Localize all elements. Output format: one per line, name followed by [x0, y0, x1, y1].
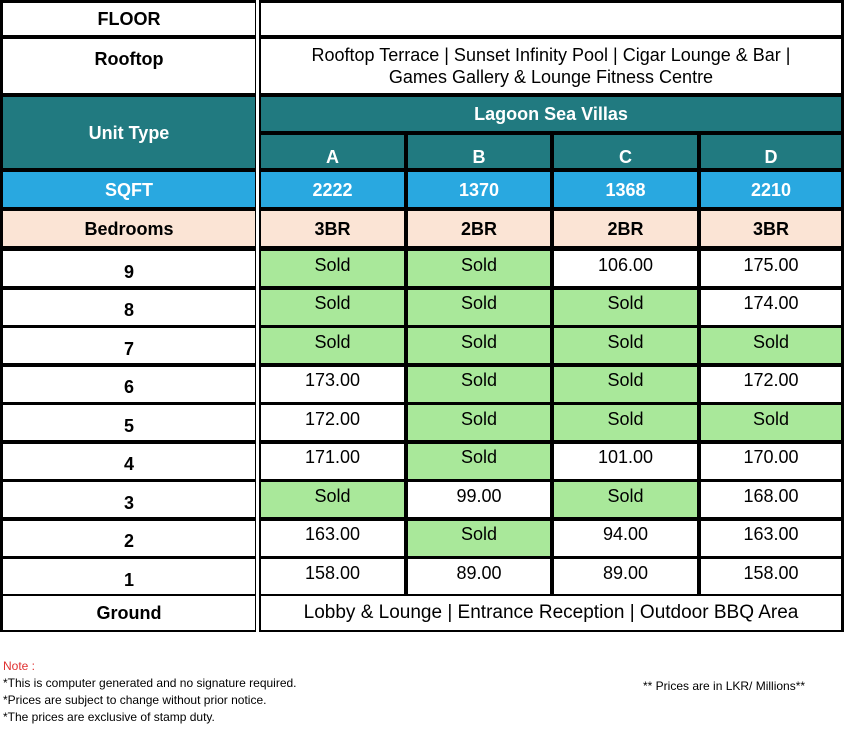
price-cell: Sold	[554, 290, 697, 325]
price-cell: 172.00	[701, 367, 841, 402]
floor-header-blank	[261, 3, 841, 35]
price-cell: Sold	[408, 251, 550, 286]
sqft-a: 2222	[261, 172, 404, 207]
price-cell: 170.00	[701, 444, 841, 479]
price-cell: 173.00	[261, 367, 404, 402]
price-cell: Sold	[408, 290, 550, 325]
floor-number: 2	[3, 521, 255, 556]
price-cell: Sold	[261, 290, 404, 325]
price-cell: 89.00	[408, 559, 550, 594]
notes-title: Note :	[3, 659, 36, 673]
price-cell: Sold	[554, 367, 697, 402]
bedrooms-b: 2BR	[408, 211, 550, 246]
price-cell: Sold	[408, 521, 550, 556]
floor-number: 8	[3, 290, 255, 325]
floor-number: 6	[3, 367, 255, 402]
price-cell: 99.00	[408, 482, 550, 517]
floor-number: 4	[3, 444, 255, 479]
price-cell: 89.00	[554, 559, 697, 594]
price-cell: Sold	[408, 328, 550, 363]
unit-type-c: C	[554, 135, 697, 168]
rooftop-amenities-line1: Rooftop Terrace | Sunset Infinity Pool | Cigar Lounge & Bar |	[311, 45, 791, 65]
price-cell: 163.00	[261, 521, 404, 556]
price-cell: Sold	[701, 328, 841, 363]
price-cell: 158.00	[261, 559, 404, 594]
price-cell: 158.00	[701, 559, 841, 594]
bedrooms-a: 3BR	[261, 211, 404, 246]
sqft-d: 2210	[701, 172, 841, 207]
price-cell: Sold	[554, 405, 697, 440]
unit-type-label: Unit Type	[3, 97, 255, 168]
rooftop-label: Rooftop	[3, 39, 255, 93]
villas-title: Lagoon Sea Villas	[261, 97, 841, 131]
price-cell: 94.00	[554, 521, 697, 556]
unit-type-a: A	[261, 135, 404, 168]
currency-note: ** Prices are in LKR/ Millions**	[643, 679, 806, 693]
column-separator	[256, 0, 259, 632]
price-cell: 168.00	[701, 482, 841, 517]
price-cell: 174.00	[701, 290, 841, 325]
price-cell: Sold	[408, 405, 550, 440]
price-cell: 163.00	[701, 521, 841, 556]
price-cell: Sold	[261, 328, 404, 363]
bedrooms-d: 3BR	[701, 211, 841, 246]
floor-number: 7	[3, 328, 255, 363]
unit-type-d: D	[701, 135, 841, 168]
note-line: *Prices are subject to change without prior notice.	[3, 693, 267, 707]
floor-number: 3	[3, 482, 255, 517]
floor-number: 9	[3, 251, 255, 286]
price-cell: Sold	[261, 482, 404, 517]
floor-number: 1	[3, 559, 255, 594]
floor-header: FLOOR	[3, 3, 255, 35]
note-line: *This is computer generated and no signature required.	[3, 676, 297, 690]
bedrooms-c: 2BR	[554, 211, 697, 246]
price-cell: 171.00	[261, 444, 404, 479]
price-cell: Sold	[408, 444, 550, 479]
unit-type-b: B	[408, 135, 550, 168]
price-cell: 175.00	[701, 251, 841, 286]
rooftop-amenities	[261, 39, 841, 93]
note-line: *The prices are exclusive of stamp duty.	[3, 710, 215, 724]
price-cell: Sold	[261, 251, 404, 286]
ground-amenities: Lobby & Lounge | Entrance Reception | Outdoor BBQ Area	[261, 596, 841, 630]
bedrooms-label: Bedrooms	[3, 211, 255, 246]
floor-number: 5	[3, 405, 255, 440]
price-cell: Sold	[701, 405, 841, 440]
sqft-b: 1370	[408, 172, 550, 207]
price-cell: Sold	[408, 367, 550, 402]
price-cell: 106.00	[554, 251, 697, 286]
sqft-c: 1368	[554, 172, 697, 207]
price-cell: Sold	[554, 328, 697, 363]
rooftop-amenities-line2: Games Gallery & Lounge Fitness Centre	[388, 67, 714, 87]
ground-label: Ground	[3, 596, 255, 630]
sqft-label: SQFT	[3, 172, 255, 207]
price-cell: 101.00	[554, 444, 697, 479]
price-cell: Sold	[554, 482, 697, 517]
notes	[3, 658, 297, 726]
price-cell: 172.00	[261, 405, 404, 440]
